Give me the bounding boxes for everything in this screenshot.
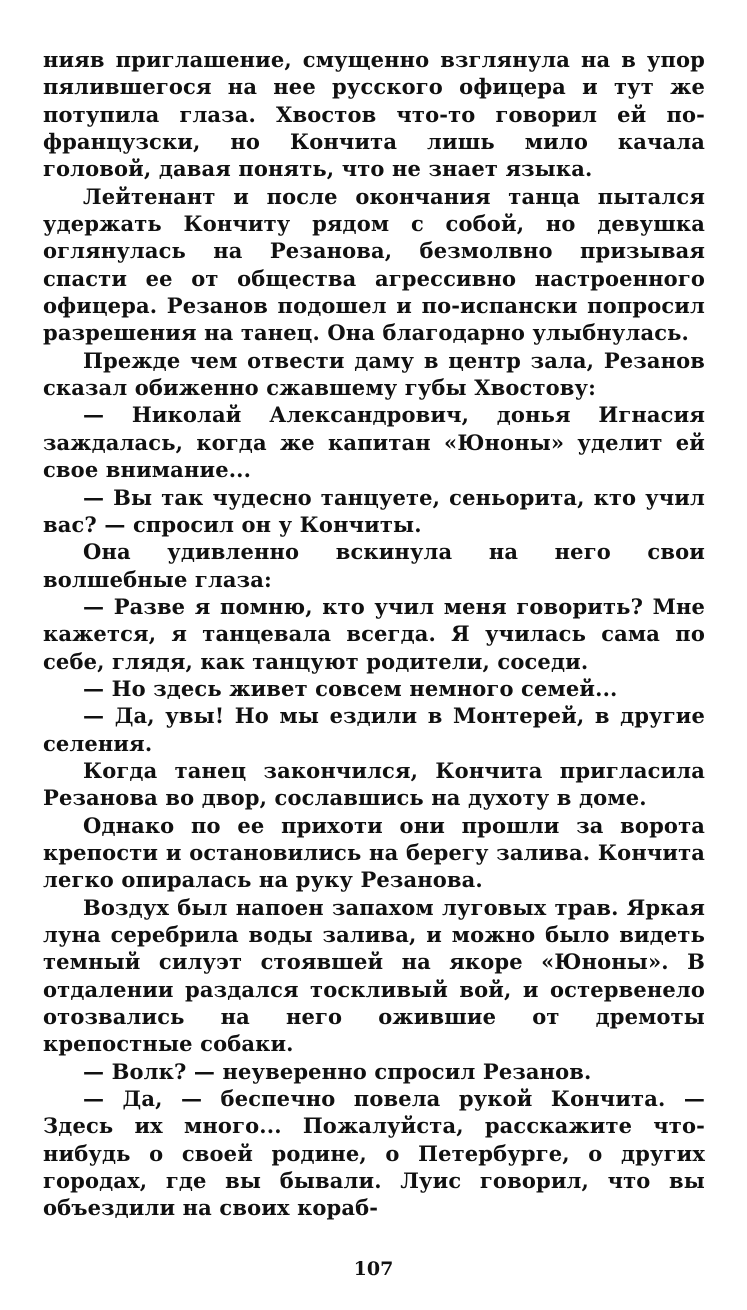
paragraph: Она удивленно вскинула на него свои волшебные глаза: [43, 539, 705, 592]
dialogue-line: — Волк? — неуверенно спросил Резанов. [83, 1058, 592, 1084]
dialogue-line: — Вы так чудесно танцуете, сеньорита, кто учил вас? — спросил он у Кончиты. [43, 484, 705, 537]
dialogue-line: — Николай Александрович, донья Игнасия заждалась, когда же капитан «Юноны» уделит ей свое внимание... [43, 402, 705, 483]
paragraph: Когда танец закончился, Кончита пригласила Резанова во двор, сославшись на духоту в доме. [43, 757, 705, 811]
dialogue-line: — Но здесь живет совсем немного семей... [83, 675, 618, 701]
dialogue-line: — Да, — беспечно повела рукой Кончита. — Здесь их много... Пожалуйста, расскажите что-нибудь о своей родине, о Петербурге, о других городах, где вы бывали. Луис говорил, что вы объездили на своих кораб- [43, 1086, 705, 1221]
dialogue-line: — Да, увы! Но мы ездили в Монтерей, в другие селения. [43, 703, 705, 756]
page-number: 107 [353, 1258, 394, 1280]
body-text [43, 46, 705, 1222]
paragraph-continued: нияв приглашение, смущенно взглянула на в упор пялившегося на нее русского офицера и тут же потупила глаза. Хвостов что-то говорил ей по-французски, но Кончита лишь мило качала головой, давая понять, что не знает языка. [43, 47, 705, 182]
paragraph: Лейтенант и после окончания танца пытался удержать Кончиту рядом с собой, но девушка оглянулась на Резанова, безмолвно призывая спасти ее от общества агрессивно настроенного офицера. Резанов подошел и по-испански попросил разрешения на танец. Она благодарно улыбнулась. [43, 183, 705, 346]
paragraph: Воздух был напоен запахом луговых трав. Яркая луна серебрила воды залива, и можно было видеть темный силуэт стоявшей на якоре «Юноны». В отдалении раздался тоскливый вой, и остервенело отозвались на него ожившие от дремоты крепостные собаки. [43, 894, 705, 1057]
paragraph: Однако по ее прихоти они прошли за ворота крепости и остановились на берегу залива. Кончита легко опиралась на руку Резанова. [43, 812, 705, 893]
paragraph: Прежде чем отвести даму в центр зала, Резанов сказал обиженно сжавшему губы Хвостову: [43, 347, 705, 401]
dialogue-line: — Разве я помню, кто учил меня говорить? Мне кажется, я танцевала всегда. Я училась сама по себе, глядя, как танцуют родители, соседи. [43, 593, 705, 674]
